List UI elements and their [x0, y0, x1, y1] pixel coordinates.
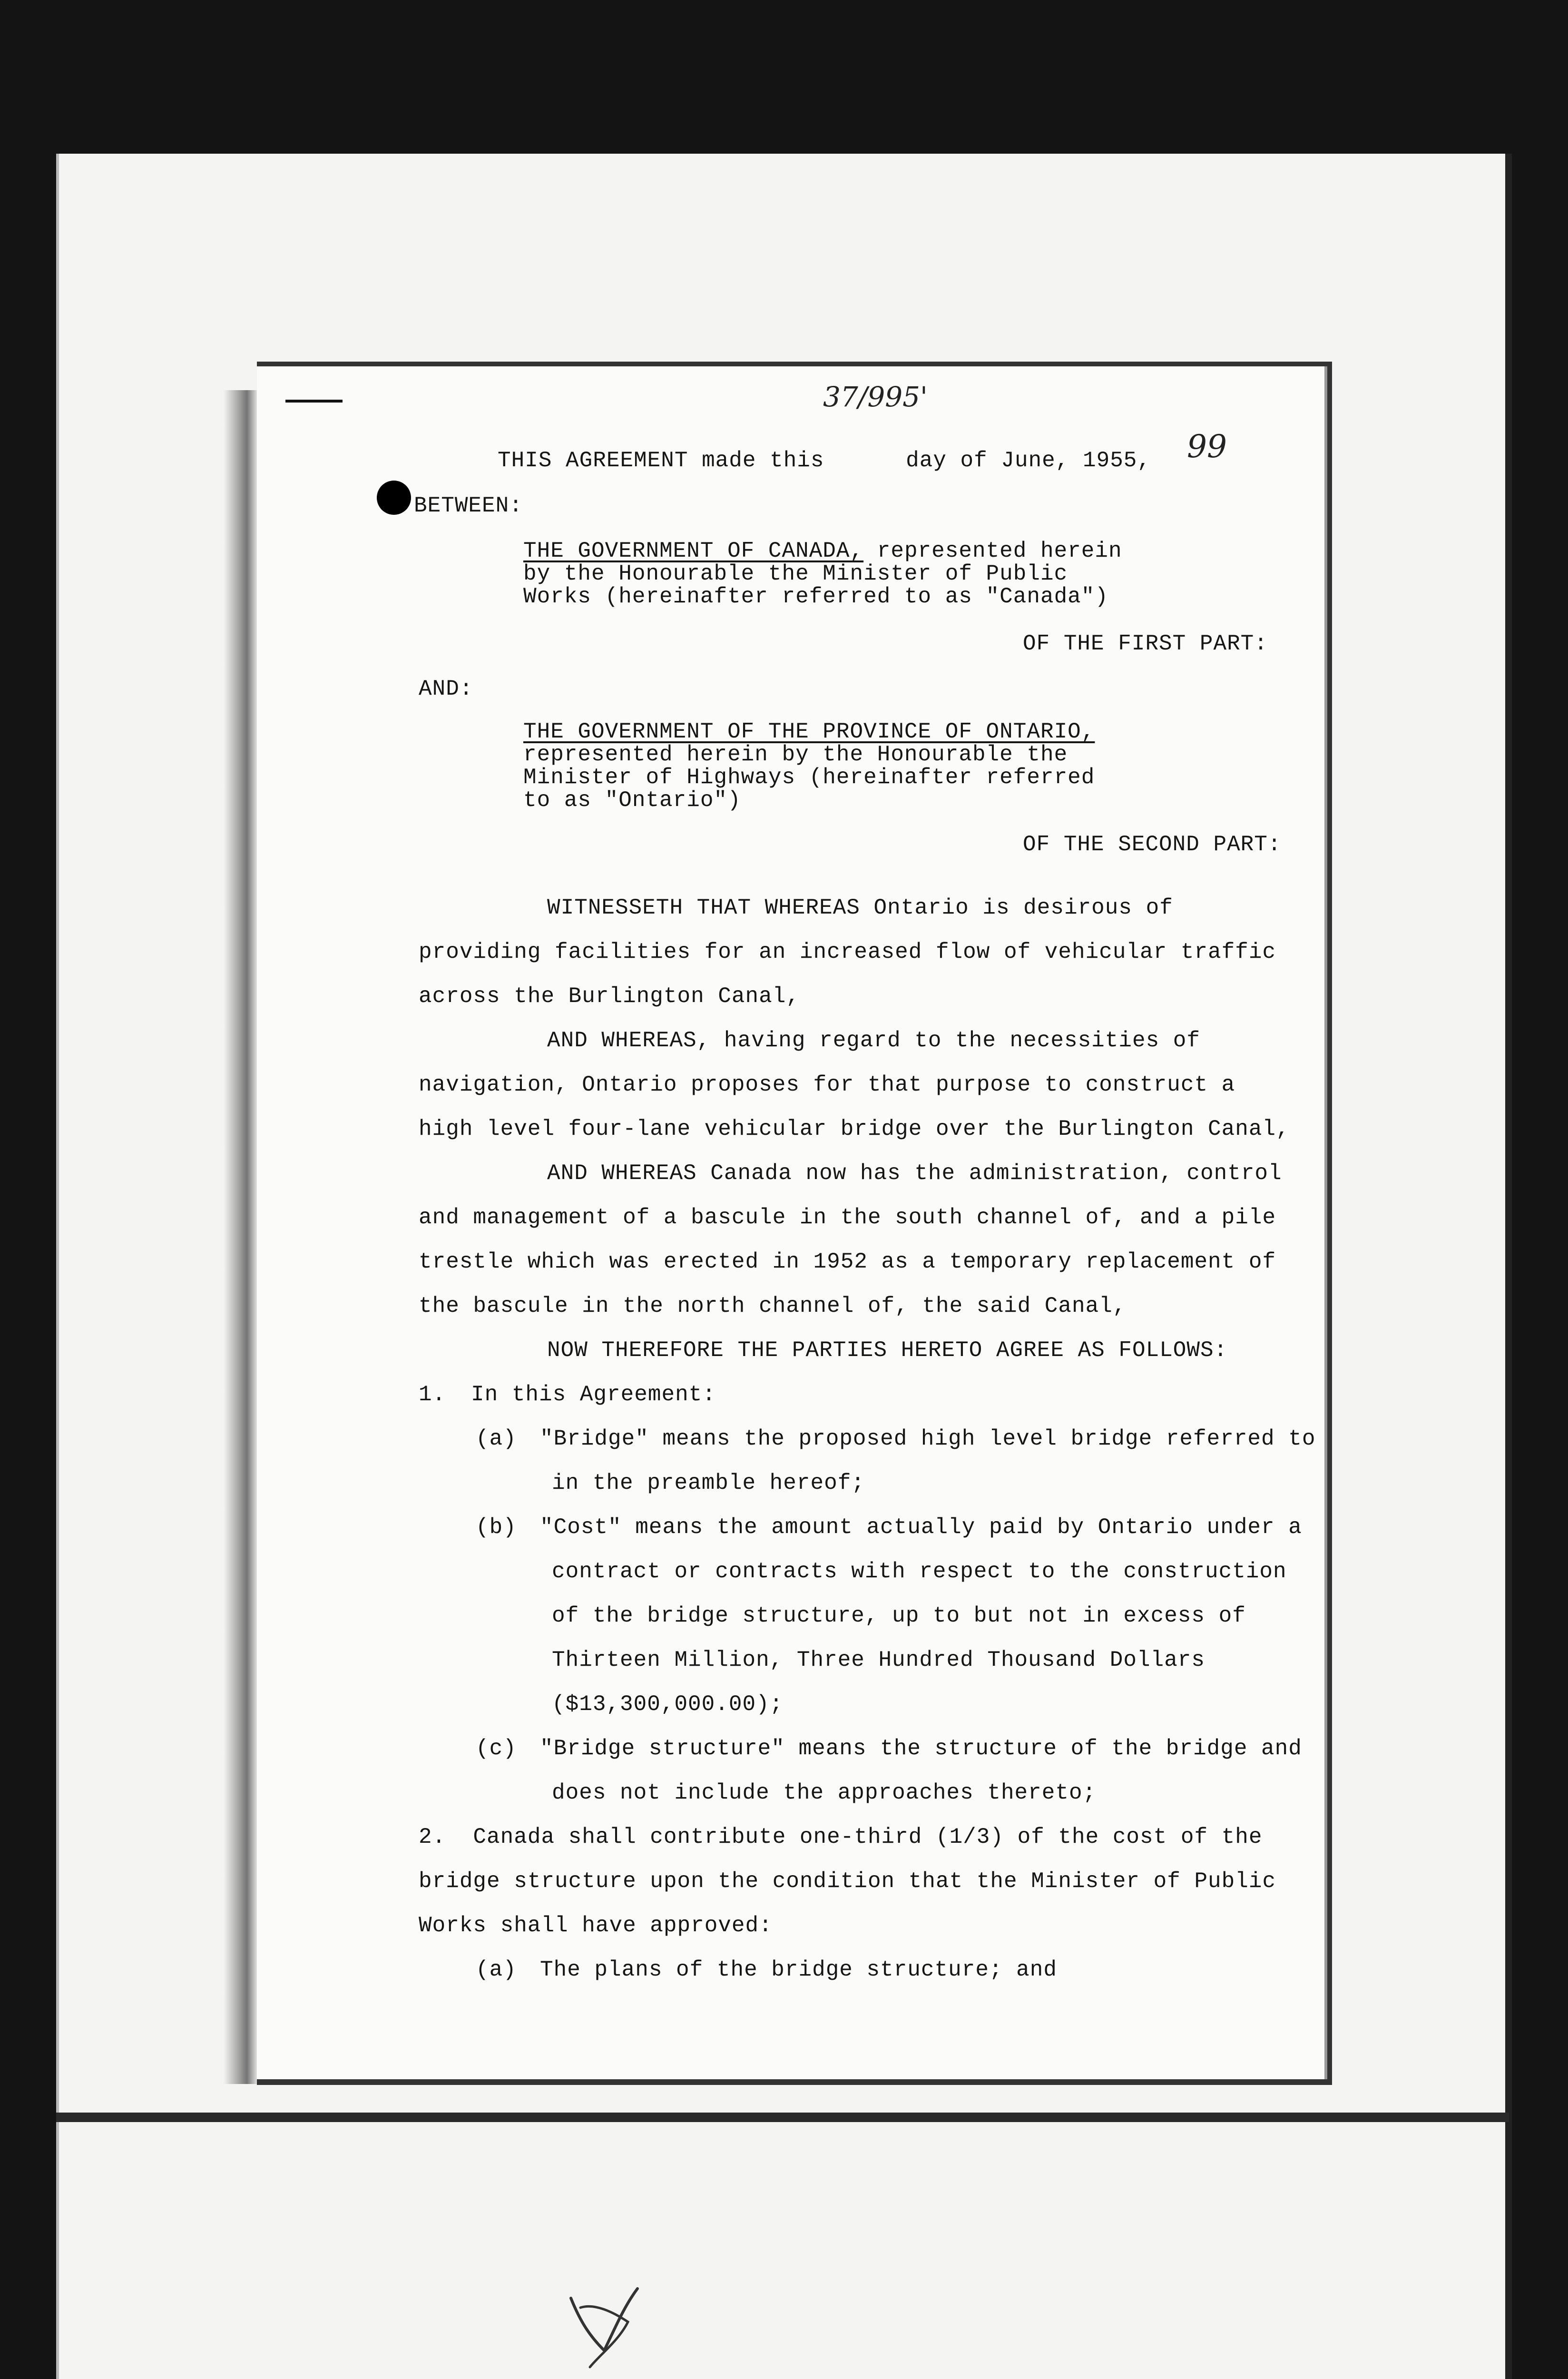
first-party-line3: Works (hereinafter referred to as "Canada") — [523, 584, 1108, 609]
recital-line: WITNESSETH THAT WHEREAS Ontario is desirous of — [547, 895, 1173, 920]
clause1-item-line: contract or contracts with respect to the construction — [552, 1559, 1287, 1584]
first-party-line2: by the Honourable the Minister of Public — [523, 561, 1068, 586]
margin-tick — [285, 400, 343, 403]
clause2-item-label: (a) — [476, 1957, 517, 1982]
recital-line: AND WHEREAS Canada now has the administration, control — [547, 1161, 1282, 1186]
and-label: AND: — [419, 677, 473, 701]
handwritten-check-mark-icon — [561, 2279, 647, 2374]
clause1-intro: In this Agreement: — [471, 1382, 716, 1407]
page-edge-shadow — [224, 390, 257, 2084]
clause1-item-label: (a) — [476, 1426, 517, 1451]
between-label: BETWEEN: — [414, 493, 523, 518]
recital-line: NOW THEREFORE THE PARTIES HERETO AGREE AS FOLLOWS: — [547, 1338, 1228, 1363]
recital-line: trestle which was erected in 1952 as a temporary replacement of — [419, 1249, 1276, 1274]
backing-divider — [56, 2113, 1509, 2122]
recital-line: AND WHEREAS, having regard to the necessities of — [547, 1028, 1201, 1053]
clause1-item-label: (c) — [476, 1736, 517, 1761]
first-party-name: THE GOVERNMENT OF CANADA, — [523, 539, 864, 563]
second-party-line3: Minister of Highways (hereinafter referred — [523, 765, 1095, 790]
file-number: 37/995' — [823, 381, 928, 413]
second-party-line4: to as "Ontario") — [523, 788, 741, 813]
clause1-item-line: of the bridge structure, up to but not in excess of — [552, 1603, 1246, 1628]
recital-line: the bascule in the north channel of, the said Canal, — [419, 1294, 1127, 1318]
first-party-line1 — [523, 540, 1122, 562]
clause1-item-line: "Cost" means the amount actually paid by Ontario under a — [540, 1515, 1302, 1540]
recital-line: across the Burlington Canal, — [419, 984, 800, 1009]
opening-line: THIS AGREEMENT made this day of June, 1955, — [498, 448, 1151, 473]
recital-line: navigation, Ontario proposes for that purpose to construct a — [419, 1072, 1235, 1097]
second-party-name: THE GOVERNMENT OF THE PROVINCE OF ONTARIO, — [523, 719, 1095, 744]
clause2-line: 2. Canada shall contribute one-third (1/3) of the cost of the — [419, 1825, 1263, 1849]
recital-line: high level four-lane vehicular bridge over the Burlington Canal, — [419, 1117, 1290, 1141]
clause1-item-line: Thirteen Million, Three Hundred Thousand Dollars — [552, 1648, 1205, 1672]
second-party-designation: OF THE SECOND PART: — [1023, 832, 1282, 857]
clause1-number: 1. — [419, 1382, 446, 1407]
second-party-line2: represented herein by the Honourable the — [523, 742, 1068, 767]
clause2-item-text: The plans of the bridge structure; and — [540, 1957, 1057, 1982]
punch-hole — [377, 481, 411, 515]
clause1-item-line: "Bridge structure" means the structure of the bridge and — [540, 1736, 1302, 1761]
clause1-item-label: (b) — [476, 1515, 517, 1540]
first-party-designation: OF THE FIRST PART: — [1023, 631, 1268, 656]
clause1-item-line: "Bridge" means the proposed high level bridge referred to — [540, 1426, 1316, 1451]
page-number: 99 — [1187, 428, 1227, 465]
clause2-line: Works shall have approved: — [419, 1913, 773, 1938]
clause1-item-line: does not include the approaches thereto; — [552, 1780, 1097, 1805]
recital-line: and management of a bascule in the south channel of, and a pile — [419, 1205, 1276, 1230]
clause1-item-line: ($13,300,000.00); — [552, 1692, 784, 1717]
clause2-line: bridge structure upon the condition that the Minister of Public — [419, 1869, 1276, 1894]
clause1-item-line: in the preamble hereof; — [552, 1471, 865, 1495]
recital-line: providing facilities for an increased flow of vehicular traffic — [419, 940, 1276, 964]
first-party-line1-rest: represented herein — [863, 539, 1122, 563]
